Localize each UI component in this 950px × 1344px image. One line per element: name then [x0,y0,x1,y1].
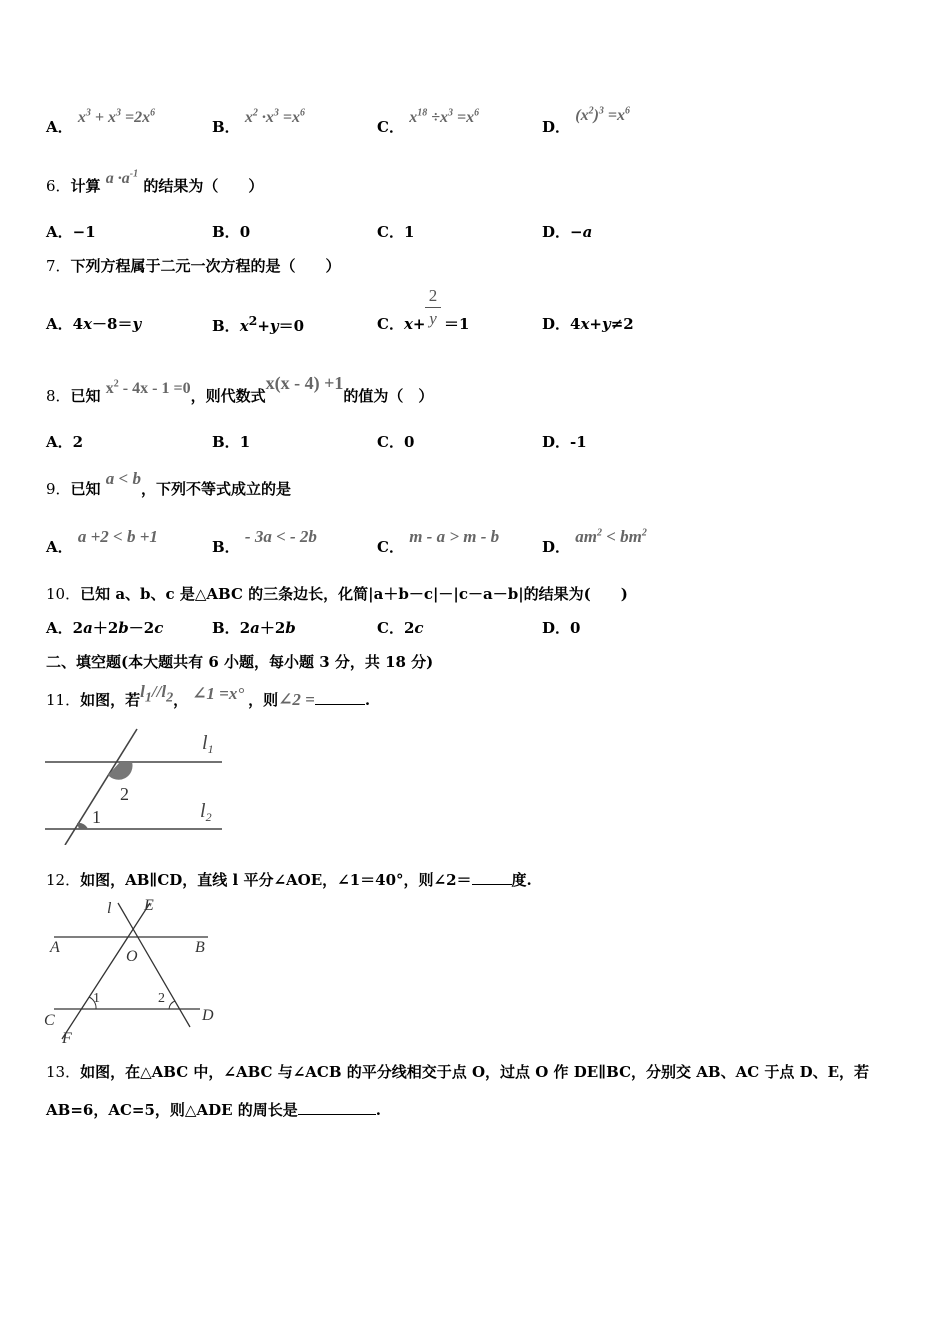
q7-fraction-bar [425,307,441,308]
q9-stem: 9．已知 a < b，下列不等式成立的是 [46,469,291,498]
q12-figure [40,895,225,1045]
q7-stem: 7．下列方程属于二元一次方程的是（ ） [46,257,341,275]
q11-stem: 11．如图，若$l_1//l_2$， ∠1 =x° ，则∠2 = . [46,682,371,709]
q11-answer-blank[interactable] [315,690,365,705]
q8-option-b: B．1 [212,433,251,451]
q5-option-b-expr: $x^2 \cdot x^3 =x^6$ [244,107,306,126]
q5-option-d: D． $(x^2)^3 =x^6$ [542,105,631,136]
q6-option-b: B．0 [212,223,251,241]
q12-line-ef [62,903,150,1039]
q7-option-c-fraction [425,286,441,329]
q6-option-c: C．1 [377,223,415,241]
q8-expr1: $x^2 - 4x - 1 =0$ [105,378,191,397]
q9-option-c-expr: m - a > m - b [409,527,500,546]
q12-label-angle2: 2 [158,991,165,1006]
q12-label-l: l [107,900,112,917]
q12-label-f: F [62,1030,72,1045]
q5-option-c: C． $x^{18} \div x^3 =x^6$ [377,107,480,136]
q7-option-b: B．$x^2+y=0$ [212,313,305,335]
q10-option-a: A．2a＋2b－2c [46,619,164,637]
q7-fraction-numerator: 2 [428,286,438,305]
q11-label-l1: $l_1$ [202,732,214,756]
q8-option-a: A．2 [46,433,84,451]
section2-title: 二、填空题(本大题共有 6 小题，每小题 3 分，共 18 分) [46,653,434,671]
q12-angle2-arc [169,1001,175,1009]
q6-option-a: A．−1 [46,223,96,241]
q8-stem: 8．已知 $x^2 - 4x - 1 =0$，则代数式x(x - 4) +1的值为（ ） [46,373,434,405]
q8-option-c: C．0 [377,433,415,451]
q11-expr1: $l_1//l_2$ [140,682,174,706]
q9-option-b: B． - 3a < - 2b [212,527,317,556]
q11-label-angle1: 1 [92,807,101,827]
q6-option-d: D．−a [542,223,593,241]
q12-label-c: C [44,1012,55,1029]
q5-option-a: A． $x^3 + x^3 =2x^6$ [46,107,156,136]
q12-label-d: D [202,1007,214,1024]
q5-option-a-expr: $x^3 + x^3 =2x^6$ [77,107,156,126]
q13-answer-blank[interactable] [298,1100,376,1115]
q10-option-d: D．0 [542,619,581,637]
q12-label-o: O [126,948,138,965]
q8-expr2: x(x - 4) +1 [265,373,344,393]
q11-expr3: ∠2 = [278,690,315,709]
q7-option-c: C．x+ [377,315,426,333]
q12-label-a: A [50,939,60,956]
q9-option-b-expr: - 3a < - 2b [244,527,317,546]
q12-label-angle1: 1 [93,991,100,1006]
q11-figure [40,725,230,845]
q7-option-c-rest: ＝1 [444,315,470,333]
q7-option-a: A．4x－8＝y [46,315,142,333]
q5-option-d-expr: $(x^2)^3 =x^6$ [575,105,631,124]
q7-option-d: D．4x+y≠2 [542,315,634,333]
q12-label-e: E [144,897,154,914]
q6-expr: $a \cdot a^{-1}$ [105,168,139,187]
q5-option-c-expr: $x^{18} \div x^3 =x^6$ [409,107,480,126]
q9-option-d-expr: $am^2 < bm^2$ [575,527,647,546]
q9-option-c: C． m - a > m - b [377,527,500,556]
q5-option-b: B． $x^2 \cdot x^3 =x^6$ [212,107,306,136]
q9-expr: a < b [105,469,141,488]
q7-fraction-denominator: y [429,309,437,328]
q11-angle1-arc [77,823,88,829]
q13-line2: AB=6，AC=5，则△ADE 的周长是 . [46,1101,381,1119]
q9-option-a-expr: a +2 < b +1 [77,527,158,546]
q11-label-l2: $l_2$ [200,800,212,824]
q9-option-a: A． a +2 < b +1 [46,527,158,556]
q10-option-c: C．2c [377,619,424,637]
q10-stem: 10．已知 a、b、c 是△ABC 的三条边长，化简|a＋b－c|－|c－a－b|的结果为( ) [46,585,628,603]
q12-answer-blank[interactable] [472,870,512,885]
q12-label-b: B [195,939,205,956]
q11-expr2: ∠1 =x° [192,684,245,703]
q13-line1: 13．如图，在△ABC 中，∠ABC 与∠ACB 的平分线相交于点 O，过点 O 作 DE∥BC，分别交 AB、AC 于点 D、E，若 [46,1063,870,1081]
q12-stem: 12．如图，AB∥CD，直线 l 平分∠AOE，∠1＝40°，则∠2＝ 度. [46,871,532,889]
q8-option-d: D．-1 [542,433,587,451]
q11-label-angle2: 2 [120,784,129,804]
q10-option-b: B．2a＋2b [212,619,296,637]
q9-option-d: D． $am^2 < bm^2$ [542,527,647,556]
q6-stem: 6．计算 $a \cdot a^{-1}$ 的结果为（ ） [46,168,264,195]
